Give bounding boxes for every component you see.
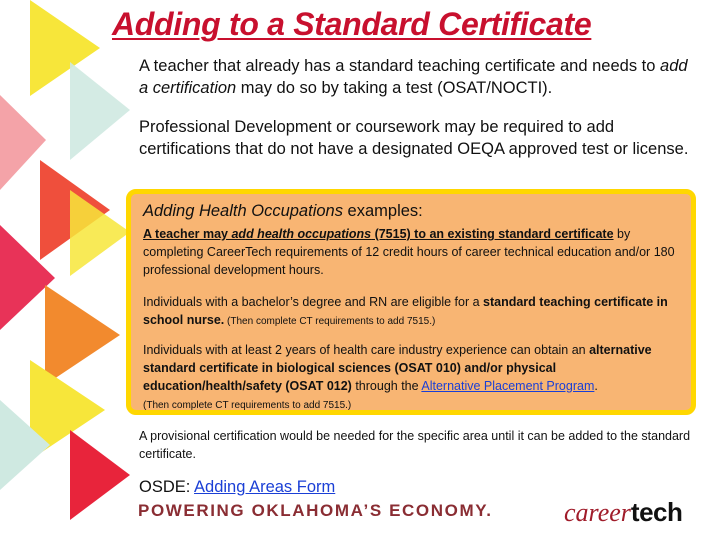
intro-paragraph-1: A teacher that already has a standard teaching certificate and needs to add a certification may do so by taking a test (OSAT/NOCTI). [139,57,688,97]
footer-slogan: POWERING OKLAHOMA’S ECONOMY. [138,501,493,520]
triangle-pink [0,95,46,190]
osde-line: OSDE: Adding Areas Form [139,478,336,496]
careertech-logo: careertech [564,497,683,527]
box-paragraph-2: Individuals with a bachelor’s degree and RN are eligible for a standard teaching certificate in school nurse. (Then complete CT requirements to add 7515.) [143,295,668,327]
box-paragraph-3: Individuals with at least 2 years of health care industry experience can obtain an alternative standard certificate in biological sciences (OSAT 010) and/or physical education/health/safety (OSAT 012) through the Alternative Placement Program. (Then complete CT requirements to add 7515.) [143,343,652,411]
triangle-red-lower [70,430,130,520]
box-paragraph-1: A teacher may add health occupations (7515) to an existing standard certificate by completing CareerTech requirements of 12 credit hours of career technical education and/or 180 professional development hours. [143,227,675,277]
triangle-mint-top [70,62,130,160]
box-heading: Adding Health Occupations examples: [143,202,423,220]
adding-areas-form-link[interactable]: Adding Areas Form [194,478,336,496]
triangle-orange [45,285,120,385]
page-title: Adding to a Standard Certificate [112,6,592,42]
alternative-placement-link[interactable]: Alternative Placement Program [421,379,595,393]
intro-paragraph-2: Professional Development or coursework may be required to add certifications that do not have a designated OEQA approved test or license. [139,118,689,158]
health-occupations-box [126,189,696,415]
provisional-paragraph: A provisional certification would be needed for the specific area until it can be added to the standard certificate. [139,429,691,461]
decorative-triangles [0,0,135,540]
